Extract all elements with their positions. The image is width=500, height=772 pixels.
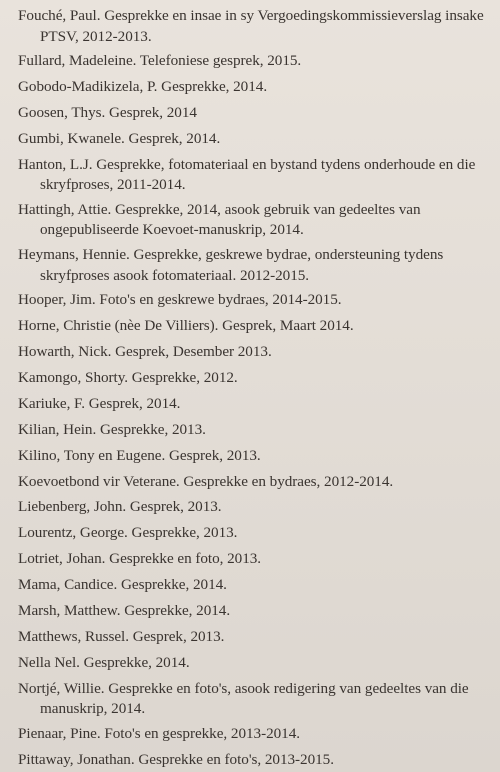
bibliography-entry: Fouché, Paul. Gesprekke en insae in sy Vergoedingskommissieverslag insake PTSV, 2012-2013. (18, 7, 484, 45)
bibliography-entry: Goosen, Thys. Gesprek, 2014 (18, 103, 197, 121)
bibliography-entry: Kamongo, Shorty. Gesprekke, 2012. (18, 368, 238, 386)
bibliography-entry: Koevoetbond vir Veterane. Gesprekke en bydraes, 2012-2014. (18, 472, 394, 490)
bibliography-entry: Hattingh, Attie. Gesprekke, 2014, asook gebruik van gedeeltes van ongepubliseerde Koevoet-manuskrip, 2014. (18, 200, 421, 239)
bibliography-entry: Lotriet, Johan. Gesprekke en foto, 2013. (18, 550, 262, 568)
bibliography-entry: Nella Nel. Gesprekke, 2014. (18, 653, 190, 671)
bibliography-list (18, 6, 488, 772)
bibliography-entry: Pienaar, Pine. Foto's en gesprekke, 2013-2014. (18, 724, 301, 742)
bibliography-entry: Kariuke, F. Gesprek, 2014. (18, 394, 181, 412)
bibliography-entry: Gobodo-Madikizela, P. Gesprekke, 2014. (18, 78, 268, 96)
bibliography-entry: Fullard, Madeleine. Telefoniese gesprek, 2015. (18, 52, 302, 70)
bibliography-entry: Hanton, L.J. Gesprekke, fotomateriaal en bystand tydens onderhoude en die skryfproses, 2011-2014. (18, 155, 476, 194)
bibliography-entry: Matthews, Russel. Gesprek, 2013. (18, 627, 225, 645)
bibliography-entry: Lourentz, George. Gesprekke, 2013. (18, 524, 238, 542)
bibliography-entry: Gumbi, Kwanele. Gesprek, 2014. (18, 129, 221, 147)
bibliography-entry: Kilian, Hein. Gesprekke, 2013. (18, 420, 206, 438)
bibliography-entry: Kilino, Tony en Eugene. Gesprek, 2013. (18, 446, 261, 464)
bibliography-entry: Heymans, Hennie. Gesprekke, geskrewe bydrae, ondersteuning tydens skryfproses asook fotomateriaal. 2012-2015. (18, 246, 444, 284)
bibliography-entry: Mama, Candice. Gesprekke, 2014. (18, 576, 227, 594)
bibliography-entry: Nortjé, Willie. Gesprekke en foto's, asook redigering van gedeeltes van die manuskrip, 2014. (18, 679, 469, 718)
bibliography-entry: Howarth, Nick. Gesprek, Desember 2013. (18, 343, 272, 361)
bibliography-entry: Pittaway, Jonathan. Gesprekke en foto's, 2013-2015. (18, 750, 334, 768)
bibliography-entry: Horne, Christie (nèe De Villiers). Gesprek, Maart 2014. (18, 317, 354, 335)
bibliography-entry: Liebenberg, John. Gesprek, 2013. (18, 498, 222, 516)
bibliography-entry: Hooper, Jim. Foto's en geskrewe bydraes, 2014-2015. (18, 291, 342, 309)
bibliography-entry: Marsh, Matthew. Gesprekke, 2014. (18, 602, 231, 619)
